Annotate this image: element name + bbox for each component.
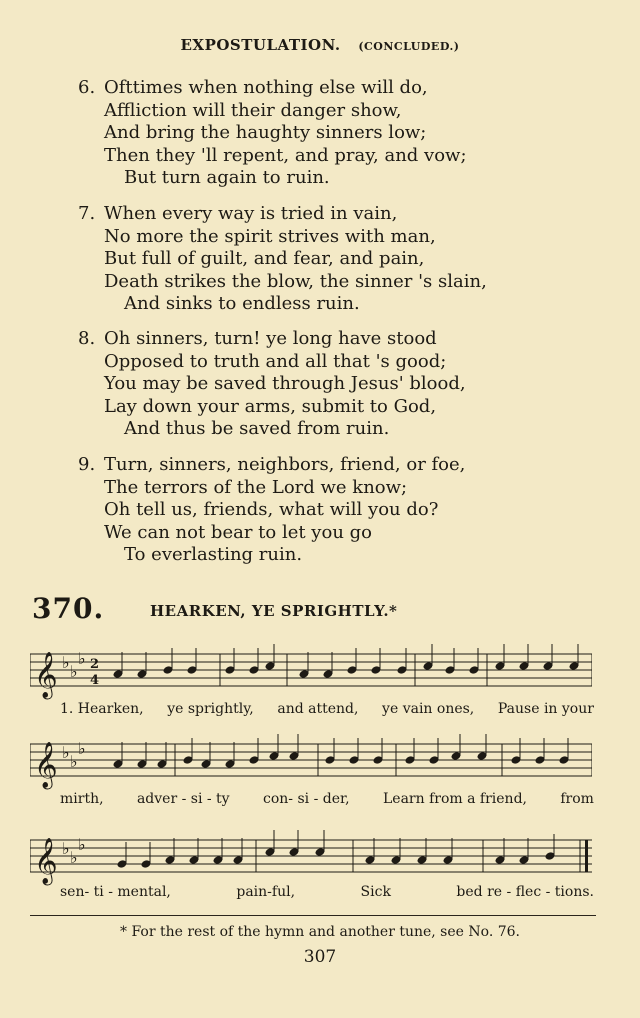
- treble-clef-icon: 𝄞: [34, 742, 58, 788]
- lyric-syllable: con- si - der,: [262, 791, 350, 807]
- verse-line: We can not bear to let you go: [104, 521, 372, 543]
- lyric-syllable: pain-ful,: [236, 884, 296, 900]
- verse-9: [78, 454, 598, 567]
- verse-number: 8.: [78, 328, 96, 349]
- music-staff-1: [30, 644, 592, 706]
- hymn-title: HEARKEN, YE SPRIGHTLY.*: [150, 602, 398, 620]
- verse-line: You may be saved through Jesus' blood,: [104, 373, 466, 394]
- svg-text:♭: ♭: [78, 835, 86, 854]
- lyric-syllable: 1. Hearken,: [60, 701, 144, 717]
- verse-line: To everlasting ruin.: [124, 544, 303, 565]
- verse-line: The terrors of the Lord we know;: [104, 476, 408, 498]
- verse-line: But turn again to ruin.: [124, 167, 330, 188]
- verse-7: [78, 203, 598, 316]
- verse-line: Oh tell us, friends, what will you do?: [104, 499, 439, 520]
- verse-line: Opposed to truth and all that 's good;: [104, 350, 447, 372]
- lyric-syllable: sen- ti - mental,: [60, 884, 171, 900]
- header-note: (CONCLUDED.): [358, 40, 460, 53]
- lyric-syllable: adver - si - ty: [136, 791, 230, 807]
- header-title: EXPOSTULATION.: [180, 36, 341, 54]
- running-header: [0, 36, 640, 54]
- treble-clef-icon: 𝄞: [34, 838, 58, 884]
- lyric-syllable: ye vain ones,: [382, 701, 475, 717]
- verse-line: When every way is tried in vain,: [104, 203, 398, 224]
- lyric-line-2: [60, 791, 594, 807]
- verse-line: And sinks to endless ruin.: [124, 293, 360, 314]
- lyric-line-3: [60, 884, 594, 900]
- lyric-syllable: from: [560, 791, 594, 807]
- lyric-syllable: bed re - flec - tions.: [456, 884, 594, 900]
- lyric-syllable: Sick: [360, 884, 391, 900]
- footnote: * For the rest of the hymn and another tune, see No. 76.: [120, 924, 520, 940]
- verse-line: Ofttimes when nothing else will do,: [104, 77, 428, 98]
- svg-text:♭: ♭: [78, 739, 86, 758]
- svg-text:♭: ♭: [62, 743, 70, 762]
- lyric-syllable: mirth,: [60, 791, 104, 807]
- verse-line: Turn, sinners, neighbors, friend, or foe,: [104, 454, 466, 475]
- hymn-number: 370.: [32, 592, 105, 625]
- verse-line: No more the spirit strives with man,: [104, 225, 436, 247]
- svg-text:4: 4: [90, 673, 100, 688]
- verse-line: And thus be saved from ruin.: [124, 418, 390, 439]
- time-signature-icon: [90, 657, 99, 688]
- verse-line: Oh sinners, turn! ye long have stood: [104, 328, 437, 349]
- verse-number: 7.: [78, 203, 96, 224]
- lyric-syllable: Pause in your: [497, 701, 594, 717]
- verse-8: [78, 328, 598, 441]
- svg-text:♭: ♭: [78, 649, 86, 668]
- lyric-syllable: and attend,: [277, 701, 359, 717]
- verse-line: But full of guilt, and fear, and pain,: [104, 248, 425, 269]
- verse-6: [78, 77, 598, 190]
- verse-line: Death strikes the blow, the sinner 's slain,: [104, 270, 487, 292]
- verse-line: Lay down your arms, submit to God,: [104, 395, 437, 417]
- music-staff-2: [30, 734, 592, 796]
- svg-text:♭: ♭: [62, 653, 70, 672]
- svg-text:2: 2: [90, 657, 100, 672]
- lyric-line-1: [60, 701, 594, 717]
- page-number: 307: [303, 947, 337, 967]
- verse-number: 9.: [78, 454, 96, 475]
- svg-text:♭: ♭: [70, 848, 78, 867]
- footnote-divider: [30, 915, 596, 916]
- music-staff-3: [30, 830, 592, 892]
- treble-clef-icon: 𝄞: [34, 652, 58, 698]
- verse-line: Then they 'll repent, and pray, and vow;: [104, 144, 467, 166]
- svg-text:♭: ♭: [70, 752, 78, 771]
- svg-text:♭: ♭: [70, 662, 78, 681]
- verse-line: And bring the haughty sinners low;: [104, 122, 427, 143]
- verse-line: Affliction will their danger show,: [104, 99, 402, 121]
- svg-text:♭: ♭: [62, 839, 70, 858]
- lyric-syllable: ye sprightly,: [167, 701, 254, 717]
- lyric-syllable: Learn from a friend,: [383, 791, 527, 807]
- verse-number: 6.: [78, 77, 96, 98]
